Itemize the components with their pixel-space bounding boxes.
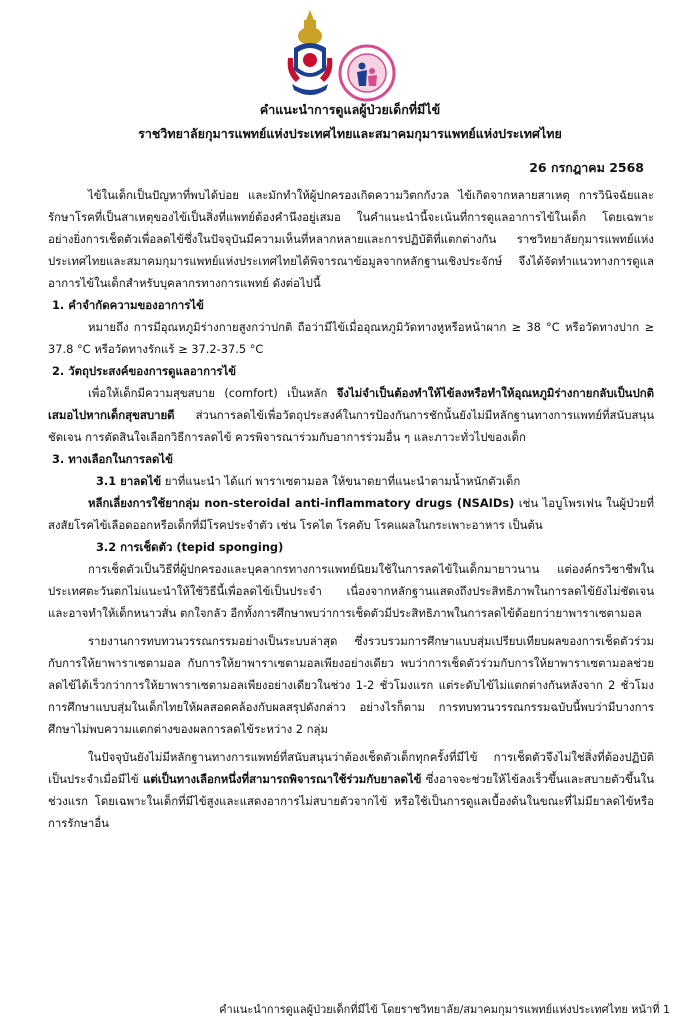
royal-college-emblem-icon — [284, 8, 336, 98]
document-title: คำแนะนำการดูแลผู้ป่วยเด็กที่มีไข้ — [259, 102, 441, 117]
pediatric-society-seal-icon — [338, 44, 396, 102]
section-3-2-heading: 3.2 การเช็ดตัว (tepid sponging) — [96, 540, 284, 554]
section-3-1 — [48, 470, 654, 492]
section-2-text-c: ส่วนการลดไข้เพื่อวัตถุประสงค์ในการป้องกันการชักนั้นยังไม่มีหลักฐานทางการแพทย์ที่สนับสนุนชัดเจน การตัดสินใจเลือกวิธีการลดไข้ ควรพิจารณาร่วมกับอาการร่วมอื่น ๆ และภาวะทั่วไปของเด็ก — [48, 408, 654, 444]
document-date: 26 กรกฎาคม 2568 — [529, 160, 644, 175]
sponging-paragraph-1: การเช็ดตัวเป็นวิธีที่ผู้ปกครองและบุคลากรทางการแพทย์นิยมใช้ในการลดไข้ในเด็กมายาวนาน แต่องค์กรวิชาชีพในประเทศตะวันตกไม่แนะนำให้ใช้วิธีนี้เพื่อลดไข้เป็นประจำ เนื่องจากหลักฐานแสดงถึงประสิทธิภาพในการลดไข้ยังไม่ชัดเจน และอาจทำให้เด็กหนาวสั่น ตกใจกลัว อีกทั้งการศึกษาพบว่าการเช็ดตัวมีประสิทธิภาพในการลดไข้ด้อยกว่ายาพาราเซตามอล — [48, 562, 654, 620]
section-3-1-text: ยาที่แนะนำ ได้แก่ พาราเซตามอล ให้ขนาดยาที่แนะนำตามน้ำหนักตัวเด็ก — [161, 474, 521, 488]
nsaids-warning-heading: หลีกเลี่ยงการใช้ยากลุ่ม non-steroidal anti-inflammatory drugs (NSAIDs) — [88, 496, 515, 510]
section-2-heading: 2. วัตถุประสงค์ของการดูแลอาการไข้ — [52, 364, 236, 378]
sponging-paragraph-3-bold: แต่เป็นทางเลือกหนึ่งที่สามารถพิจารณาใช้ร่วมกับยาลดไข้ — [142, 772, 422, 786]
section-1-text: หมายถึง การมีอุณหภูมิร่างกายสูงกว่าปกติ ถือว่ามีไข้เมื่ออุณหภูมิวัดทางหูหรือหน้าผาก ≥ 38 °C หรือวัดทางปาก ≥ 37.8 °C หรือวัดทางรักแร้ ≥ 37.2-37.5 °C — [48, 320, 654, 356]
document-body — [48, 184, 654, 834]
section-2-text-a: เพื่อให้เด็กมีความสุขสบาย (comfort) เป็นหลัก — [88, 386, 337, 400]
sponging-paragraph-3 — [48, 746, 654, 834]
page-footer: คำแนะนำการดูแลผู้ป่วยเด็กที่มีไข้ โดยราชวิทยาลัย/สมาคมกุมารแพทย์แห่งประเทศไทย หน้าที่ 1 — [219, 1003, 670, 1016]
section-3-heading: 3. ทางเลือกในการลดไข้ — [52, 452, 173, 466]
sponging-paragraph-3-a: ในปัจจุบันยังไม่มีหลักฐานทางการแพทย์ที่สนับสนุนว่าต้องเช็ดตัวเด็กทุกครั้งที่มีไข้ การเช็ดตัวจึงไม่ใช่สิ่งที่ต้องปฏิบัติเป็นประจำเมื่อมีไข้ — [48, 750, 654, 786]
section-1-heading: 1. คำจำกัดความของอาการไข้ — [52, 298, 204, 312]
section-2-text — [48, 382, 654, 448]
logo-bar — [0, 8, 700, 100]
section-2-text-bold: จึงไม่จำเป็นต้องทำให้ไข้ลงหรือทำให้อุณหภูมิร่างกายกลับเป็นปกติเสมอไปหากเด็กสุขสบายดี — [48, 386, 654, 422]
document-subtitle: ราชวิทยาลัยกุมารแพทย์แห่งประเทศไทยและสมาคมกุมารแพทย์แห่งประเทศไทย — [138, 126, 562, 141]
nsaids-warning — [48, 492, 654, 536]
intro-paragraph: ไข้ในเด็กเป็นปัญหาที่พบได้บ่อย และมักทำให้ผู้ปกครองเกิดความวิตกกังวล ไข้เกิดจากหลายสาเหตุ การวินิจฉัยและรักษาโรคที่เป็นสาเหตุของไข้เป็นสิ่งที่แพทย์ต้องคำนึงอยู่เสมอ ในคำแนะนำนี้จะเน้นที่การดูแลอาการไข้ในเด็ก โดยเฉพาะอย่างยิ่งการเช็ดตัวเพื่อลดไข้ซึ่งในปัจจุบันมีความเห็นที่หลากหลายและการปฏิบัติที่แตกต่างกัน ราชวิทยาลัยกุมารแพทย์แห่งประเทศไทยและสมาคมกุมารแพทย์แห่งประเทศไทยได้พิจารณาข้อมูลจากหลักฐานเชิงประจักษ์ จึงได้จัดทำแนวทางการดูแลอาการไข้ในเด็กสำหรับบุคลากรทางการแพทย์ ดังต่อไปนี้ — [48, 188, 654, 290]
sponging-paragraph-3-c: ซึ่งอาจจะช่วยให้ไข้ลงเร็วขึ้นและสบายตัวขึ้นในช่วงแรก โดยเฉพาะในเด็กที่มีไข้สูงและแสดงอาการไม่สบายตัวจากไข้ หรือใช้เป็นการดูแลเบื้องต้นในขณะที่ไม่มียาลดไข้หรือการรักษาอื่น — [48, 772, 654, 830]
sponging-paragraph-2: รายงานการทบทวนวรรณกรรมอย่างเป็นระบบล่าสุด ซึ่งรวบรวมการศึกษาแบบสุ่มเปรียบเทียบผลของการเช็ดตัวร่วมกับการให้ยาพาราเซตามอล กับการให้ยาพาราเซตามอลเพียงอย่างเดียว พบว่าการเช็ดตัวร่วมกับการให้ยาพาราเซตามอลช่วยลดไข้ได้เร็วกว่าการให้ยาพาราเซตามอลเพียงอย่างเดียวในช่วง 1-2 ชั่วโมงแรก แต่ระดับไข้ไม่แตกต่างกันหลังจาก 2 ชั่วโมง การศึกษาแบบสุ่มในเด็กไทยให้ผลสอดคล้องกับผลสรุปดังกล่าว อย่างไรก็ตาม การทบทวนวรรณกรรมฉบับนี้พบว่ามีบางการศึกษาไม่พบความแตกต่างของผลการลดไข้ระหว่าง 2 กลุ่ม — [48, 634, 654, 736]
nsaids-warning-text: เช่น ไอบูโพรเฟน ในผู้ป่วยที่สงสัยโรคไข้เลือดออกหรือเด็กที่มีโรคประจำตัว เช่น โรคไต โรคตับ โรคแผลในกระเพาะอาหาร เป็นต้น — [48, 496, 654, 532]
section-3-1-heading: 3.1 ยาลดไข้ — [96, 474, 162, 488]
